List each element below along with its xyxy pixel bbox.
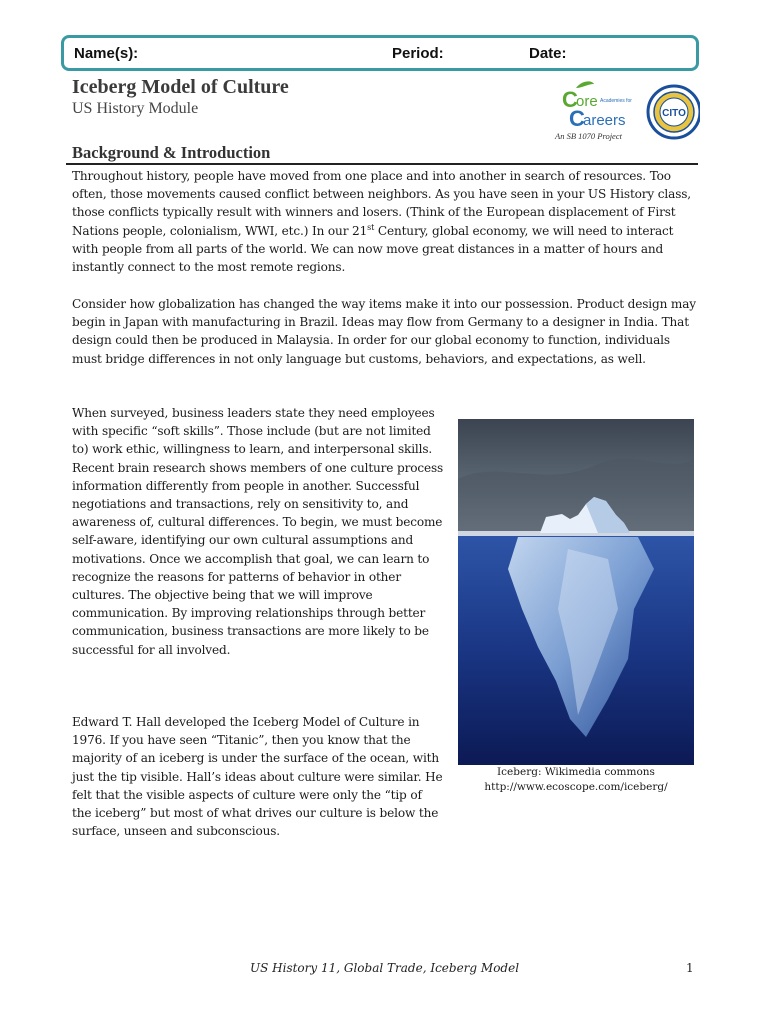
logo-caption: An SB 1070 Project <box>555 131 622 141</box>
logo-careers-text: areers <box>583 112 626 129</box>
logo-small-text: Academies for <box>600 98 632 104</box>
header-fields-box <box>61 35 699 71</box>
paragraph-1-text-b: Century, global economy, we will need to interact with people from all parts of the world. We can now move great distances in a matter of hours and instantly connect to the most remote regions. <box>72 223 674 275</box>
cito-seal-icon <box>648 86 700 138</box>
photo-caption-credit: Iceberg: Wikimedia commons <box>497 766 655 778</box>
seal-text: CITO <box>662 108 686 119</box>
page-number: 1 <box>686 961 694 975</box>
logo-core-text: ore <box>576 93 598 110</box>
page-footer: US History 11, Global Trade, Iceberg Model <box>250 961 520 975</box>
svg-text:C: C <box>569 106 585 131</box>
paragraph-3: When surveyed, business leaders state they need employees with specific “soft skills”. Those include (but are not limited to) work ethic, willingness to learn, and interpersonal skills. Recent brain research shows members of one culture process information differently from people in another. Successful negotiations and transactions, rely on sensitivity to, and awareness of, cultural differences. To begin, we must become self-aware, identifying our own cultural assumptions and motivations. Once we accomplish that goal, we can learn to recognize the reasons for patterns of behavior in other cultures. The objective being that we will improve communication. By improving relationships through better communication, business transactions are more likely to be successful for all involved. <box>72 406 444 657</box>
document-title: Iceberg Model of Culture <box>72 76 289 98</box>
paragraph-1-text-a: Throughout history, people have moved from one place and into another in search of resources. Too often, those movements caused conflict between neighbors. As you have seen in your US History class, those conflicts typically result with winners and losers. (Think of the European displacement of First Nations people, colonialism, WWI, etc.) In our 21 <box>72 169 692 238</box>
period-label: Period: <box>392 45 444 62</box>
iceberg-photo <box>458 419 694 765</box>
photo-caption <box>458 765 694 795</box>
section-heading: Background & Introduction <box>72 143 271 162</box>
paragraph-1-superscript: st <box>367 222 375 232</box>
document-subtitle: US History Module <box>72 100 199 117</box>
paragraph-1 <box>72 167 702 276</box>
name-label: Name(s): <box>74 45 139 62</box>
paragraph-2: Consider how globalization has changed the way items make it into our possession. Product design may begin in Japan with manufacturing in Brazil. Ideas may flow from Germany to a designer in India. That design could then be produced in Malaysia. In order for our global economy to function, individuals must bridge differences in not only language but customs, behaviors, and expectations, as well. <box>72 297 696 366</box>
photo-caption-url: http://www.ecoscope.com/iceberg/ <box>484 781 668 793</box>
date-label: Date: <box>529 45 567 62</box>
heading-rule <box>66 163 698 165</box>
leaf-icon <box>576 81 594 88</box>
paragraph-4: Edward T. Hall developed the Iceberg Model of Culture in 1976. If you have seen “Titanic”, then you know that the majority of an iceberg is under the surface of the ocean, with just the tip visible. Hall’s ideas about culture were similar. He felt that the visible aspects of culture were only the “tip of the iceberg” but most of what drives our culture is below the surface, unseen and subconscious. <box>72 715 443 839</box>
svg-text:C: C <box>562 87 578 112</box>
